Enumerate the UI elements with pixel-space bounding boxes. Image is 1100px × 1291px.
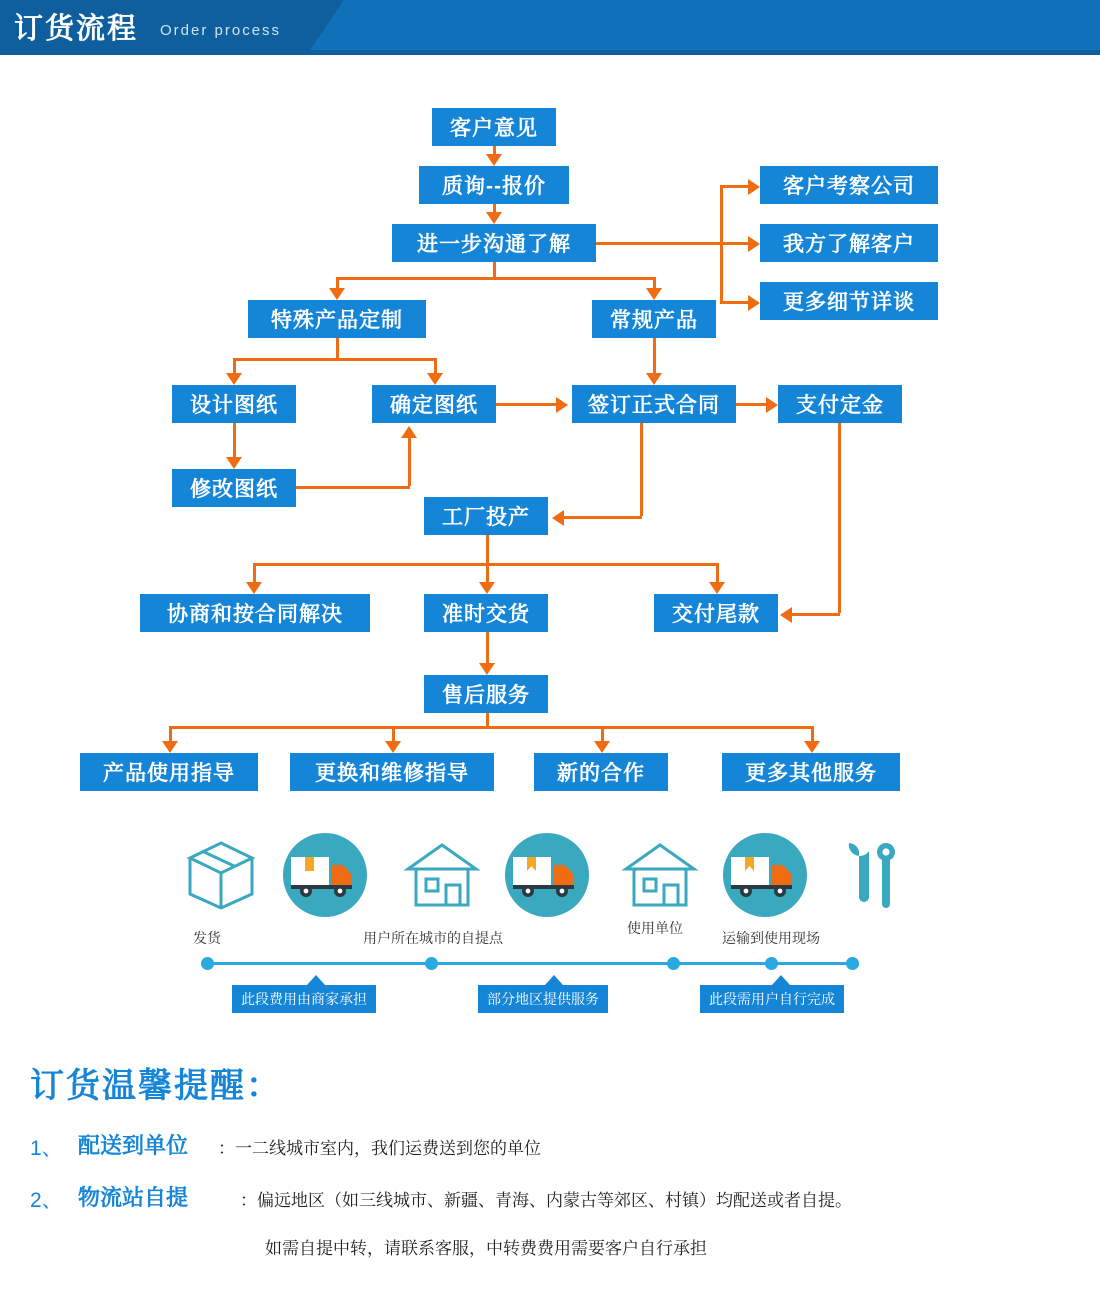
node-customer-visit [760, 166, 938, 204]
node-label: 交付尾款 [672, 603, 760, 626]
header-tab-corner [310, 0, 344, 50]
arrow-head [162, 741, 178, 753]
connector-line [486, 563, 489, 582]
node-new-cooperation [534, 753, 668, 791]
node-label: 客户意见 [450, 117, 538, 140]
connector-line [720, 185, 748, 188]
connector-line [493, 146, 496, 154]
node-repair-guide [290, 753, 494, 791]
connector-line [838, 423, 841, 613]
connector-line [336, 277, 656, 280]
tag-pointer [545, 975, 563, 985]
node-negotiate-contract [140, 594, 370, 632]
node-label: 设计图纸 [190, 394, 278, 417]
node-label: 特殊产品定制 [271, 309, 403, 332]
connector-line [233, 423, 236, 457]
node-label: 售后服务 [442, 684, 530, 707]
connector-line [296, 486, 410, 489]
node-pay-balance [654, 594, 778, 632]
tag-merchant: 此段费用由商家承担 [232, 985, 376, 1013]
node-label: 修改图纸 [190, 478, 278, 501]
arrow-head [748, 295, 760, 311]
connector-line [601, 726, 604, 741]
connector-line [486, 713, 489, 726]
connector-line [408, 438, 411, 486]
arrow-head [479, 663, 495, 675]
connector-line [640, 423, 643, 516]
note-2-subtext: 如需自提中转，请联系客服，中转费费用需要客户自行承担 [265, 1239, 707, 1258]
arrow-head [329, 288, 345, 300]
timeline-dot [201, 957, 214, 970]
order-process-flowchart [0, 55, 1100, 815]
tag-region: 部分地区提供服务 [478, 985, 608, 1013]
node-custom-product [248, 300, 426, 338]
connector-line [253, 563, 716, 566]
node-label: 更换和维修指导 [315, 762, 469, 785]
connector-line [169, 726, 172, 741]
timeline-dot [846, 957, 859, 970]
arrow-head [780, 607, 792, 623]
connector-line [233, 358, 236, 373]
node-label: 协商和按合同解决 [167, 603, 343, 626]
node-label: 产品使用指导 [103, 762, 235, 785]
node-label: 质询--报价 [442, 175, 546, 198]
node-sign-contract [572, 385, 736, 423]
node-label: 我方了解客户 [783, 233, 915, 256]
node-design-drawing [172, 385, 296, 423]
connector-line [336, 277, 339, 288]
node-label: 常规产品 [610, 309, 698, 332]
house-icon [404, 841, 480, 909]
label-ship: 发货 [193, 930, 221, 946]
note-2-number: 2、 [30, 1189, 63, 1212]
node-more-services [722, 753, 900, 791]
connector-line [392, 726, 395, 741]
label-site: 运输到使用现场 [722, 930, 820, 946]
node-usage-guide [80, 753, 258, 791]
arrow-head [556, 397, 568, 413]
logistics-strip [0, 815, 1100, 1040]
page-header [0, 0, 1100, 55]
connector-line [434, 358, 437, 373]
note-2-text: ：偏远地区（如三线城市、新疆、青海、内蒙古等郊区、村镇）均配送或者自提。 [240, 1191, 852, 1210]
timeline-dot [667, 957, 680, 970]
node-we-know-customer [760, 224, 938, 262]
tools-icon [840, 837, 910, 915]
arrow-head [594, 741, 610, 753]
node-customer-opinion [432, 108, 556, 146]
note-1-key: 配送到单位 [78, 1133, 189, 1158]
arrow-head [401, 426, 417, 438]
connector-line [493, 262, 496, 277]
truck-icon [728, 851, 804, 901]
node-further-communication [392, 224, 596, 262]
connector-line [496, 403, 556, 406]
box-icon [182, 838, 260, 912]
timeline-dot [425, 957, 438, 970]
node-label: 准时交货 [442, 603, 530, 626]
arrow-head [748, 236, 760, 252]
node-label: 支付定金 [796, 394, 884, 417]
arrow-head [709, 582, 725, 594]
connector-line [493, 204, 496, 212]
node-factory-production [424, 497, 548, 535]
note-1-text: ：一二线城市室内，我们运费送到您的单位 [218, 1139, 541, 1158]
connector-line [792, 613, 840, 616]
arrow-head [427, 373, 443, 385]
node-more-details [760, 282, 938, 320]
timeline-dot [765, 957, 778, 970]
node-inquiry-quote [419, 166, 569, 204]
node-label: 进一步沟通了解 [417, 233, 571, 256]
connector-line [736, 403, 766, 406]
arrow-head [646, 373, 662, 385]
arrow-head [479, 582, 495, 594]
connector-line [653, 277, 656, 288]
house-icon [622, 841, 698, 909]
connector-line [716, 563, 719, 582]
node-on-time-delivery [424, 594, 548, 632]
truck-icon [288, 851, 364, 901]
header-title-en: Order process [160, 22, 282, 39]
node-modify-drawing [172, 469, 296, 507]
arrow-head [748, 179, 760, 195]
node-pay-deposit [778, 385, 902, 423]
arrow-head [646, 288, 662, 300]
connector-line [253, 563, 256, 582]
arrow-head [385, 741, 401, 753]
label-unit: 使用单位 [627, 920, 683, 936]
note-2-key: 物流站自提 [78, 1185, 189, 1210]
node-label: 客户考察公司 [783, 175, 915, 198]
arrow-head [486, 212, 502, 224]
order-notes [0, 1040, 1100, 1290]
connector-line [486, 632, 489, 663]
connector-line [720, 301, 748, 304]
tag-pointer [772, 975, 790, 985]
label-pickup: 用户所在城市的自提点 [363, 930, 503, 946]
node-label: 更多细节详谈 [783, 291, 915, 314]
tag-pointer [307, 975, 325, 985]
connector-line [653, 338, 656, 373]
arrow-head [226, 457, 242, 469]
notes-title: 订货温馨提醒： [30, 1067, 282, 1105]
header-title-cn: 订货流程 [14, 13, 139, 45]
node-confirm-drawing [372, 385, 496, 423]
arrow-head [226, 373, 242, 385]
node-label: 更多其他服务 [745, 762, 877, 785]
connector-line [811, 726, 814, 741]
connector-line [336, 338, 339, 358]
note-1-number: 1、 [30, 1137, 63, 1160]
node-label: 确定图纸 [390, 394, 478, 417]
node-standard-product [592, 300, 716, 338]
node-label: 工厂投产 [442, 506, 530, 529]
connector-line [720, 242, 748, 245]
node-label: 新的合作 [557, 762, 645, 785]
connector-line [233, 358, 437, 361]
connector-line [169, 726, 811, 729]
node-label: 签订正式合同 [588, 394, 720, 417]
arrow-head [804, 741, 820, 753]
connector-line [486, 535, 489, 563]
arrow-head [552, 510, 564, 526]
truck-icon [510, 851, 586, 901]
connector-line [564, 516, 642, 519]
arrow-head [766, 397, 778, 413]
connector-line [596, 242, 720, 245]
tag-self: 此段需用户自行完成 [700, 985, 844, 1013]
arrow-head [486, 154, 502, 166]
timeline-axis [205, 962, 855, 965]
arrow-head [246, 582, 262, 594]
node-after-sales [424, 675, 548, 713]
